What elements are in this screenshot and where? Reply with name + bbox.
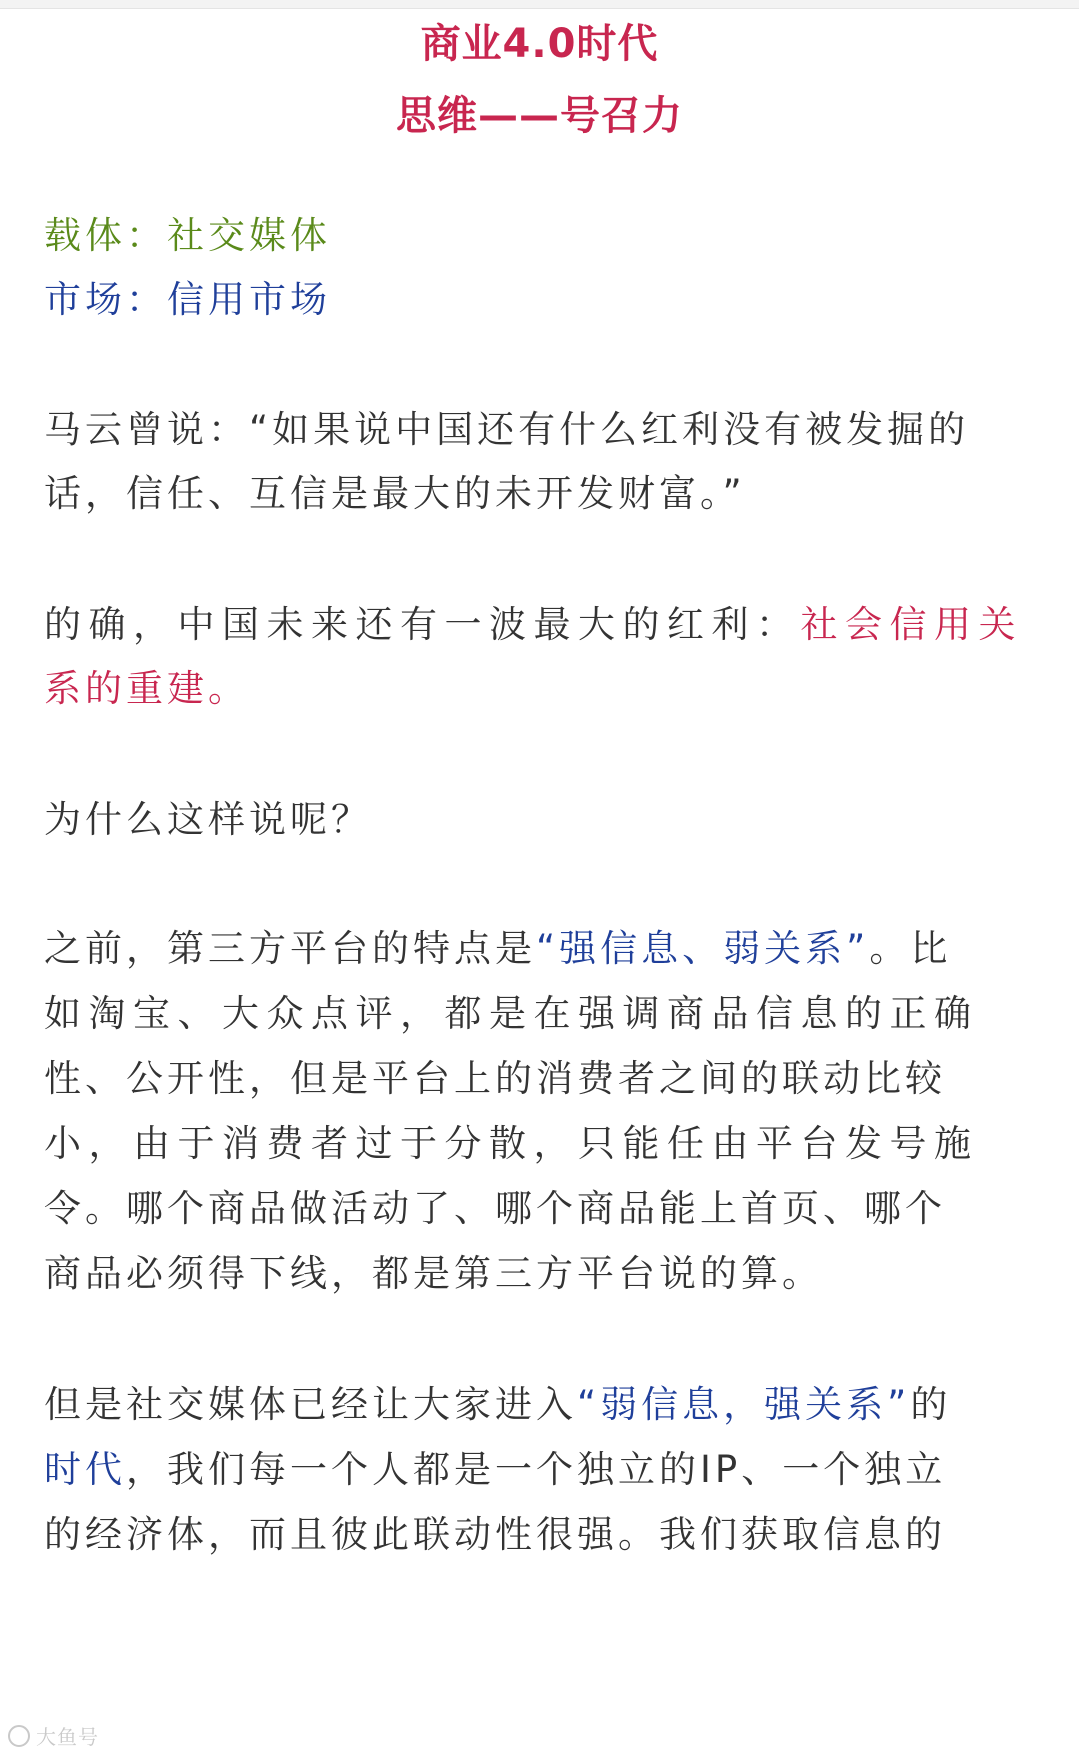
- text-span: 。比: [869, 927, 952, 970]
- paragraph-line: [44, 601, 1034, 649]
- text-span: 的: [910, 1383, 952, 1426]
- paragraph-line: [44, 1446, 1034, 1494]
- paragraph-line: 马云曾说：“如果说中国还有什么红利没有被发掘的: [44, 408, 970, 451]
- article-title: 商业4.0时代: [420, 21, 659, 67]
- text-span: 但是社交媒体已经让大家进入: [44, 1383, 577, 1426]
- watermark-text: 大鱼号: [36, 1725, 99, 1749]
- paragraph-line: 性、公开性，但是平台上的消费者之间的联动比较: [44, 1057, 946, 1100]
- watermark: [8, 1724, 99, 1750]
- paragraph-line: 令。哪个商品做活动了、哪个商品能上首页、哪个: [44, 1187, 946, 1230]
- watermark-logo-icon: [8, 1725, 30, 1747]
- paragraph-line: 商品必须得下线，都是第三方平台说的算。: [44, 1252, 823, 1295]
- highlight-social-credit-cont: 系的重建。: [44, 667, 249, 710]
- paragraph-line: 话，信任、互信是最大的未开发财富。”: [44, 472, 746, 515]
- paragraph-line: 小，由于消费者过于分散，只能任由平台发号施: [44, 1122, 979, 1165]
- highlight-strong-info-weak-relation: “强信息、弱关系”: [536, 927, 870, 970]
- top-divider: [0, 0, 1079, 9]
- paragraph-line: 如淘宝、大众点评，都是在强调商品信息的正确: [44, 992, 979, 1035]
- paragraph-line: [44, 925, 1034, 973]
- highlight-social-credit: 社会信用关: [800, 603, 1023, 646]
- text-span: 之前，第三方平台的特点是: [44, 927, 536, 970]
- paragraph-line: 为什么这样说呢？: [44, 798, 372, 841]
- paragraph-line: 的经济体，而且彼此联动性很强。我们获取信息的: [44, 1513, 946, 1556]
- carrier-line: 载体：社交媒体: [44, 214, 331, 257]
- article-subtitle: 思维——号召力: [396, 93, 683, 139]
- paragraph-line: [44, 1381, 1034, 1429]
- highlight-weak-info-strong-relation: “弱信息，强关系”: [577, 1383, 911, 1426]
- text-span: ，我们每一个人都是一个独立的IP、一个独立: [126, 1448, 947, 1491]
- highlight-era: 时代: [44, 1448, 126, 1491]
- market-line: 市场：信用市场: [44, 278, 331, 321]
- text-span: 的确，中国未来还有一波最大的红利：: [44, 603, 801, 646]
